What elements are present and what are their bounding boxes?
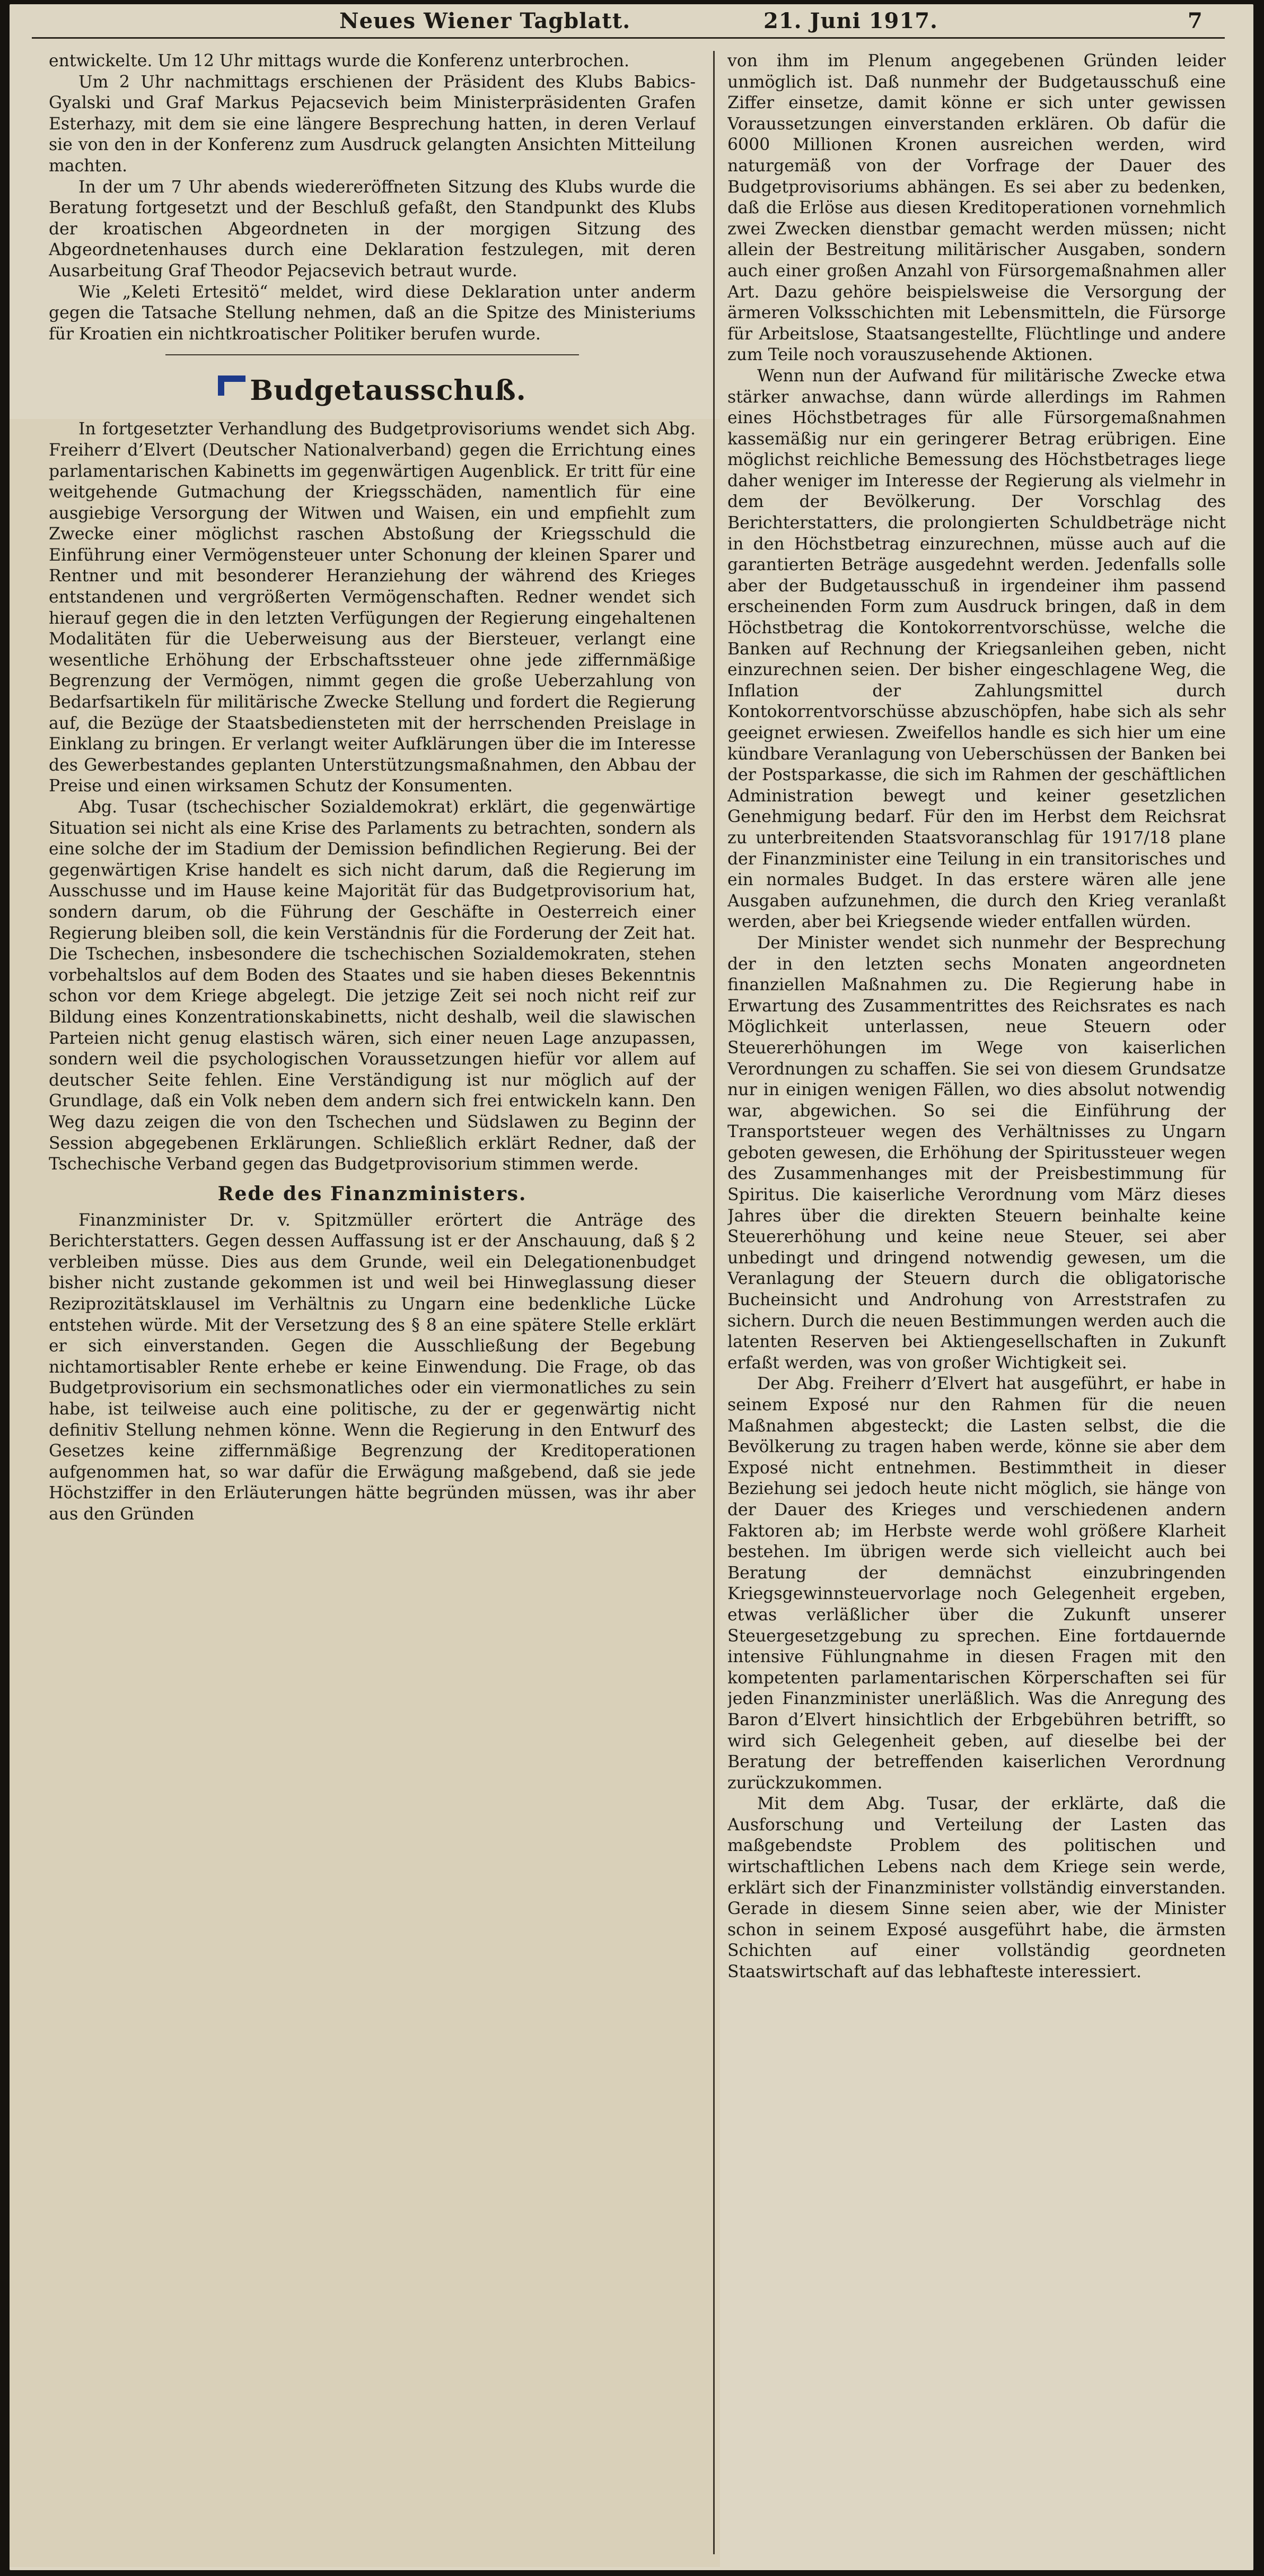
paragraph: Abg. Tusar (tschechischer Sozialdemokrat) erklärt, die gegenwärtige Situation sei nicht als eine Krise des Parlaments zu betrachten, sondern als eine solche der im Stadium der Demission befindlichen Regierung. Bei der gegenwärtigen Krise handelt es sich nicht darum, daß die Regierung im Ausschusse und im Hause keine Majorität für das Budgetprovisorium hat, sondern darum, ob die Führung der Geschäfte in Oesterreich einer Regierung bleiben soll, die kein Verständnis für die Forderung der Zeit hat. Die Tschechen, insbesondere die tschechischen Sozialdemokraten, stehen vorbehaltslos auf dem Boden des Staates und sie haben dieses Bekenntnis schon vor dem Kriege abgelegt. Die jetzige Zeit sei noch nicht reif zur Bildung eines Konzentrationskabinetts, nicht deshalb, weil die slawischen Parteien nicht genug elastisch wären, sich einer neuen Lage anzupassen, sondern weil die psychologischen Voraussetzungen hiefür vor allem auf deutscher Seite fehlen. Eine Verständigung ist nur möglich auf der Grundlage, daß ein Volk neben dem andern sich frei entwickeln kann. Den Weg dazu zeigen die von den Tschechen und Südslawen zu Beginn der Session abgegebenen Erklärungen. Schließlich erklärt Redner, daß der Tschechische Verband gegen das Budgetprovisorium stimmen werde.: [49, 798, 696, 1174]
page-number: 7: [1188, 8, 1203, 33]
section-heading: [49, 376, 696, 406]
paragraph: Um 2 Uhr nachmittags erschienen der Präsident des Klubs Babics-Gyalski und Graf Markus Pejacsevich beim Ministerpräsidenten Grafen Esterhazy, mit dem sie eine längere Besprechung hatten, in deren Verlauf sie von den in der Konferenz zum Ausdruck gelangten Ansichten Mitteilung machten.: [49, 72, 696, 176]
paragraph: Mit dem Abg. Tusar, der erklärte, daß die Ausforschung und Verteilung der Lasten das maßgebendste Problem des politischen und wirtschaftlichen Lebens nach dem Kriege sein werde, erklärt sich der Finanzminister vollständig einverstanden. Gerade in diesem Sinne seien aber, wie der Minister schon in seinem Exposé ausgeführt habe, die ärmsten Schichten auf einer vollständig geordneten Staatswirtschaft auf das lebhafteste interessiert.: [727, 1794, 1226, 1982]
right-column: [727, 51, 1226, 2560]
paragraph: In der um 7 Uhr abends wiedereröffneten Sitzung des Klubs wurde die Beratung fortgesetzt und der Beschluß gefaßt, den Standpunkt des Klubs der kroatischen Abgeordneten in der morgigen Sitzung des Abgeordnetenhauses durch eine Deklaration festzulegen, mit deren Ausarbeitung Graf Theodor Pejacsevich betraut wurde.: [49, 177, 696, 281]
paragraph: Finanzminister Dr. v. Spitzmüller erörtert die Anträge des Berichterstatters. Gegen dessen Auffassung ist er der Anschauung, daß § 2 verbleiben müsse. Dies aus dem Grunde, weil ein Delegationenbudget bisher nicht zustande gekommen ist und weil bei Hinweglassung dieser Reziprozitätsklausel im Verhältnis zu Ungarn eine bedenkliche Lücke entstehen würde. Mit der Versetzung des § 8 an eine spätere Stelle erklärt er sich einverstanden. Gegen die Ausschließung der Begebung nichtamortisabler Rente erhebe er keine Einwendung. Die Frage, ob das Budgetprovisorium ein sechsmonatliches oder ein viermonatliches zu sein habe, ist teilweise auch eine politische, zu der er gegenwärtig nicht definitiv Stellung nehmen könne. Wenn die Regierung in den Entwurf des Gesetzes keine ziffernmäßige Begrenzung der Kreditoperationen aufgenommen hat, so war dafür die Erwägung maßgebend, daß sie jede Höchstziffer in den Erläuterungen hätte begründen müssen, was ihr aber aus den Gründen: [49, 1210, 696, 1524]
section-heading-text: Budgetausschuß.: [250, 374, 526, 407]
blue-pencil-mark: [218, 376, 245, 396]
paragraph: von ihm im Plenum angegebenen Gründen leider unmöglich ist. Daß nunmehr der Budgetausschuß eine Ziffer einsetze, damit könne er sich unter gewissen Voraussetzungen einverstanden erklären. Ob dafür die 6000 Millionen Kronen ausreichen werden, wird naturgemäß von der Vorfrage der Dauer des Budgetprovisoriums abhängen. Es sei aber zu bedenken, daß die Erlöse aus diesen Kreditoperationen vornehmlich zwei Zwecken dienstbar gemacht werden müssen; nicht allein der Bestreitung militärischer Ausgaben, sondern auch einer großen Anzahl von Fürsorgemaßnahmen aller Art. Dazu gehöre beispielsweise die Versorgung der ärmeren Volksschichten mit Lebensmitteln, die Fürsorge für Arbeitslose, Staatsangestellte, Flüchtlinge und andere zum Teile noch vorauszusehende Aktionen.: [727, 51, 1226, 365]
column-divider: [713, 51, 715, 2554]
page-header: [32, 5, 1225, 39]
paragraph: In fortgesetzter Verhandlung des Budgetprovisoriums wendet sich Abg. Freiherr d’Elvert (Deutscher Nationalverband) gegen die Errichtung eines parlamentarischen Kabinetts im gegenwärtigen Augenblick. Er tritt für eine weitgehende Gutmachung der Kriegsschäden, namentlich für eine ausgiebige Versorgung der Witwen und Waisen, ein und empfiehlt zum Zwecke einer möglichst raschen Abstoßung der Kriegsschuld die Einführung einer Vermögensteuer unter Schonung der kleinen Sparer und Rentner und mit besonderer Heranziehung der während des Krieges entstandenen und vergrößerten Vermögenschaften. Redner wendet sich hierauf gegen die in den letzten Verfügungen der Regierung eingehaltenen Modalitäten für die Ueberweisung aus der Biersteuer, verlangt eine wesentliche Erhöhung der Erbschaftssteuer ohne jede ziffernmäßige Begrenzung der Vermögen, nimmt gegen die große Ueberzahlung von Bedarfsartikeln für militärische Zwecke Stellung und fordert die Regierung auf, die Bezüge der Staatsbediensteten mit der herrschenden Preislage in Einklang zu bringen. Er verlangt weiter Aufklärungen über die im Interesse des Gewerbestandes geplanten Unterstützungsmaßnahmen, den Abbau der Preise und einen wirksamen Schutz der Konsumenten.: [49, 420, 696, 796]
paragraph: entwickelte. Um 12 Uhr mittags wurde die Konferenz unterbrochen.: [49, 51, 630, 71]
section-divider: [165, 354, 579, 355]
newspaper-name: Neues Wiener Tagblatt.: [339, 8, 631, 33]
paragraph: Der Abg. Freiherr d’Elvert hat ausgeführt, er habe in seinem Exposé nur den Rahmen für die neuen Maßnahmen abgesteckt; die Lasten selbst, die die Bevölkerung zu tragen haben werde, könne sie aber dem Exposé nicht entnehmen. Bestimmtheit in dieser Beziehung sei jedoch heute nicht möglich, sie hänge von der Dauer des Krieges und verschiedenen andern Faktoren ab; im Herbste werde wohl größere Klarheit bestehen. Im übrigen werde sich vielleicht auch bei Beratung der demnächst einzubringenden Kriegsgewinnsteuervorlage noch Gelegenheit ergeben, etwas verläßlicher über die Zukunft unserer Steuergesetzgebung zu sprechen. Eine fortdauernde intensive Fühlungnahme in diesen Fragen mit den kompetenten parlamentarischen Körperschaften sei für jeden Finanzminister unerläßlich. Was die Anregung des Baron d’Elvert hinsichtlich der Erbgebühren betrifft, so wird sich Gelegenheit geben, auf dieselbe bei der Beratung der betreffenden kaiserlichen Verordnung zurückzukommen.: [727, 1374, 1226, 1793]
issue-date: 21. Juni 1917.: [763, 8, 938, 33]
subheading: Rede des Finanzministers.: [217, 1182, 527, 1205]
left-column: [49, 51, 696, 2560]
paragraph: Wie „Keleti Ertesitö“ meldet, wird diese Deklaration unter anderm gegen die Tatsache Stellung nehmen, daß an die Spitze des Ministeriums für Kroatien ein nichtkroatischer Politiker berufen wurde.: [49, 282, 696, 344]
paragraph: Wenn nun der Aufwand für militärische Zwecke etwa stärker anwachse, dann würde allerdings im Rahmen eines Höchstbetrages für alle Fürsorgemaßnahmen kassemäßig nur ein geringerer Betrag erübrigen. Eine möglichst reichliche Bemessung des Höchstbetrages liege daher weniger im Interesse der Regierung als vielmehr in dem der Bevölkerung. Der Vorschlag des Berichterstatters, die prolongierten Schuldbeträge nicht in den Höchstbetrag einzurechnen, müsse auch auf die garantierten Beträge ausgedehnt werden. Jedenfalls solle aber der Budgetausschuß in irgendeiner ihm passend erscheinenden Form zum Ausdruck bringen, daß in dem Höchstbetrag die Kontokorrentvorschüsse, welche die Banken auf Rechnung der Kriegsanleihen geben, nicht einzurechnen seien. Der bisher eingeschlagene Weg, die Inflation der Zahlungsmittel durch Kontokorrentvorschüsse abzuschöpfen, habe sich als sehr geeignet erwiesen. Zweifellos handle es sich hier um eine kündbare Veranlagung von Ueberschüssen der Banken bei der Postsparkasse, die sich im Rahmen der geschäftlichen Administration bewegt und keiner gesetzlichen Genehmigung bedarf. Für den im Herbst dem Reichsrat zu unterbreitenden Staatsvoranschlag für 1917/18 plane der Finanzminister eine Teilung in ein transitorisches und ein normales Budget. In das erstere wären alle jene Ausgaben aufzunehmen, die durch den Krieg veranlaßt werden, aber bei Kriegsende wieder entfallen würden.: [727, 366, 1226, 932]
paragraph: Der Minister wendet sich nunmehr der Besprechung der in den letzten sechs Monaten angeordneten finanziellen Maßnahmen zu. Die Regierung habe in Erwartung des Zusammentrittes des Reichsrates es nach Möglichkeit unterlassen, neue Steuern oder Steuererhöhungen im Wege von kaiserlichen Verordnungen zu schaffen. Sie sei von diesem Grundsatze nur in einigen wenigen Fällen, wo dies absolut notwendig war, abgewichen. So sei die Einführung der Transportsteuer wegen des Verhältnisses zu Ungarn geboten gewesen, die Erhöhung der Spiritussteuer wegen des Zusammenhanges mit der Preisbestimmung für Spiritus. Die kaiserliche Verordnung vom März dieses Jahres über die direkten Steuern beinhalte keine Steuererhöhung und keine neue Steuer, sei aber unbedingt und dringend notwendig gewesen, um die Veranlagung der Steuern durch die obligatorische Bucheinsicht und Androhung von Arreststrafen zu sichern. Durch die neuen Bestimmungen werden auch die latenten Reserven bei Aktiengesellschaften in Zukunft erfaßt werden, was von großer Wichtigkeit sei.: [727, 933, 1226, 1373]
